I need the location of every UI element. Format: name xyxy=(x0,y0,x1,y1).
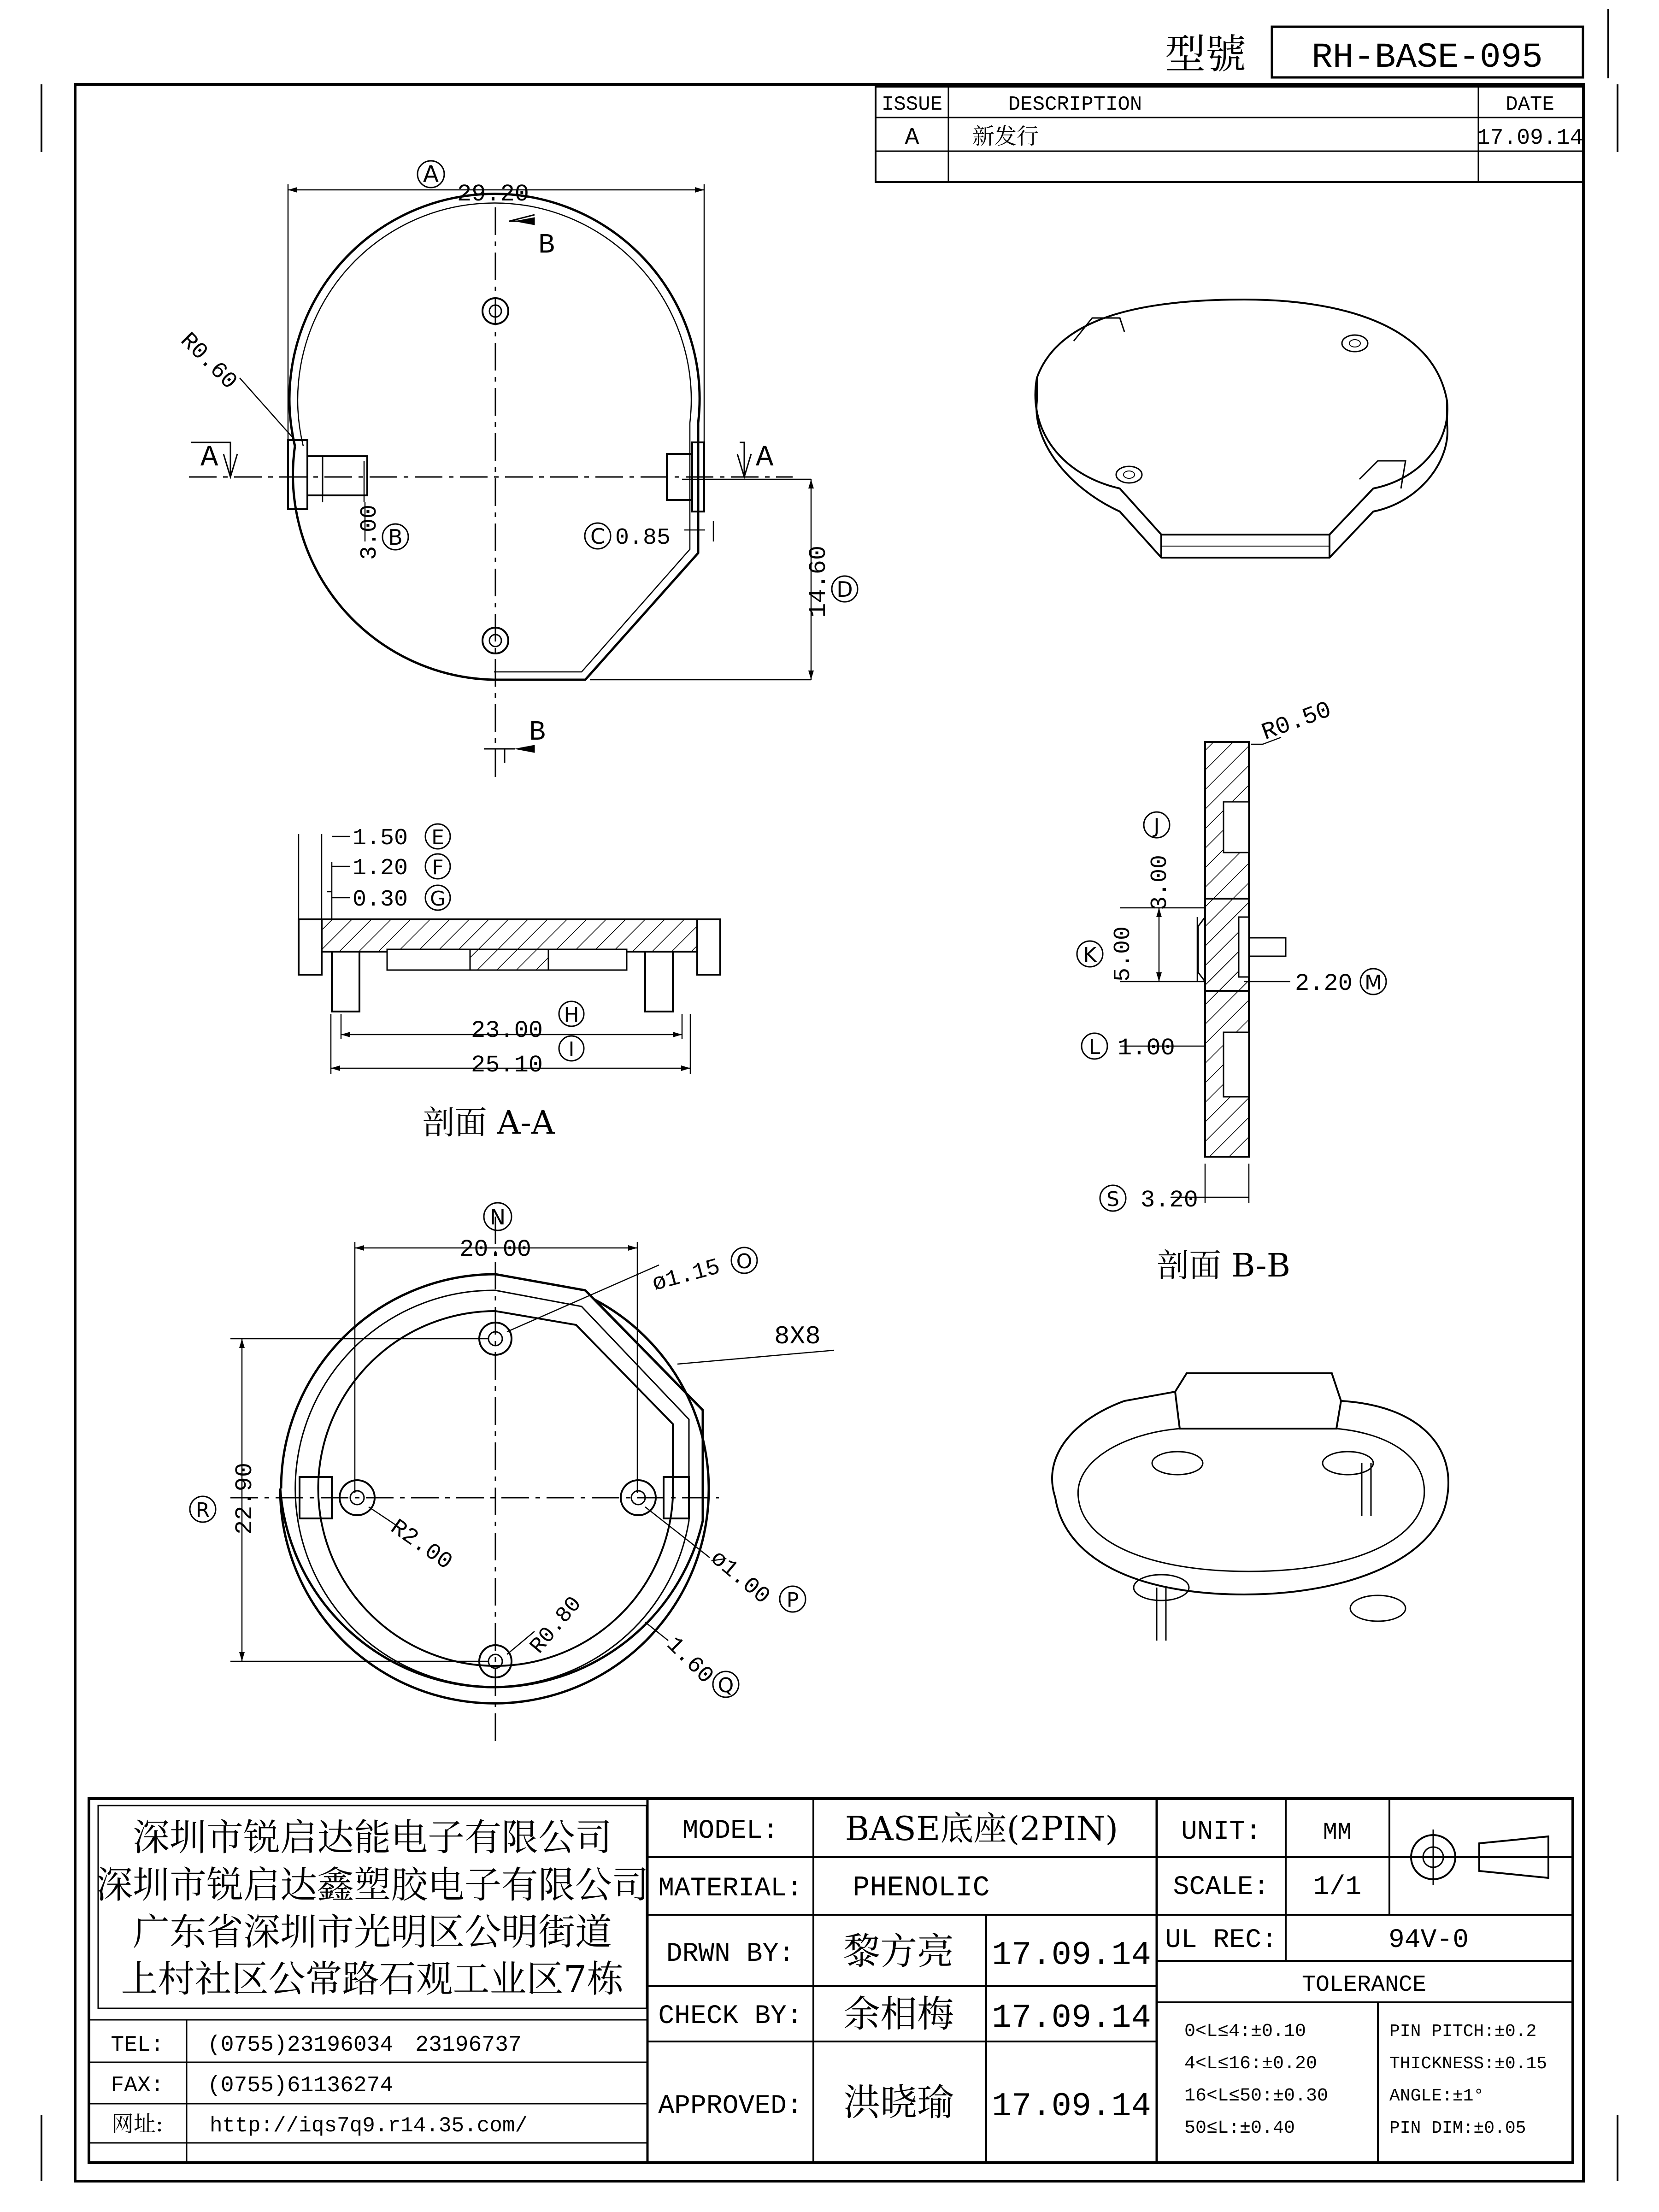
scale-label: SCALE: xyxy=(1173,1872,1270,1902)
tolerance-left-4: 50≤L:±0.40 xyxy=(1184,2118,1295,2139)
isometric-bottom-view xyxy=(1052,1373,1448,1641)
drawn-by-value: 黎方亮 xyxy=(843,1930,954,1973)
section-b-label-top: B xyxy=(538,230,555,261)
model-number-label: 型號 xyxy=(1165,30,1247,78)
dim-e-tag: E xyxy=(431,826,444,849)
material-label: MATERIAL: xyxy=(658,1874,803,1904)
tolerance-label: TOLERANCE xyxy=(1301,1972,1427,1998)
company-line-1: 深圳市锐启达能电子有限公司 xyxy=(133,1816,612,1859)
approved-label: APPROVED: xyxy=(658,2091,803,2121)
tolerance-right-1: PIN PITCH:±0.2 xyxy=(1389,2022,1537,2041)
dim-a-value: 29.20 xyxy=(457,181,529,208)
dim-k-value: 5.00 xyxy=(1110,926,1136,982)
tolerance-right-2: THICKNESS:±0.15 xyxy=(1389,2054,1547,2074)
dim-d-tag: D xyxy=(836,577,853,602)
tolerance-right-3: ANGLE:±1° xyxy=(1389,2086,1484,2106)
revision-date-value: 17.09.14 xyxy=(1477,126,1583,151)
revision-col-description: DESCRIPTION xyxy=(1008,93,1142,116)
drawn-by-label: DRWN BY: xyxy=(666,1939,795,1969)
fax-label: FAX: xyxy=(111,2073,164,2098)
section-aa-caption: 剖面 A-A xyxy=(422,1104,555,1141)
check-date: 17.09.14 xyxy=(992,1999,1151,2037)
dim-m-tag: M xyxy=(1365,971,1382,994)
dim-s-value: 3.20 xyxy=(1141,1187,1198,1214)
dim-g-value: 0.30 xyxy=(353,887,408,913)
ul-value: 94V-0 xyxy=(1388,1925,1469,1955)
unit-value: MM xyxy=(1323,1819,1352,1846)
dim-l-value: 1.00 xyxy=(1118,1035,1175,1062)
company-line-2: 深圳市锐启达鑫塑胶电子有限公司 xyxy=(96,1864,649,1906)
dim-i-value: 25.10 xyxy=(471,1052,543,1079)
radius-r060: R0.60 xyxy=(174,328,242,395)
dim-h-value: 23.00 xyxy=(471,1017,543,1044)
dim-b-tag: B xyxy=(388,525,403,550)
section-a-label-left: A xyxy=(200,441,218,475)
bottom-view xyxy=(230,1217,834,1742)
dim-r-tag: R xyxy=(195,1499,210,1522)
radius-r050: R0.50 xyxy=(1258,696,1335,747)
company-line-4: 上村社区公常路石观工业区7栋 xyxy=(121,1958,624,2000)
dim-n-value: 20.00 xyxy=(459,1236,532,1263)
ul-label: UL REC: xyxy=(1165,1925,1277,1955)
dim-f-tag: F xyxy=(432,856,444,879)
tolerance-left-1: 0<L≤4:±0.10 xyxy=(1184,2021,1306,2042)
hole-p-value: ø1.00 xyxy=(705,1545,775,1610)
check-by-label: CHECK BY: xyxy=(658,2001,803,2031)
dim-b-value: 3.00 xyxy=(357,504,383,560)
revision-description-value: 新发行 xyxy=(972,124,1039,149)
web-label: 网址: xyxy=(111,2111,164,2137)
dim-k-tag: K xyxy=(1083,943,1097,967)
hole-o-tag: O xyxy=(736,1250,753,1273)
approved-by-value: 洪晓瑜 xyxy=(843,2081,954,2124)
company-line-3: 广东省深圳市光明区公明街道 xyxy=(133,1911,612,1953)
dim-c-value: 0.85 xyxy=(615,525,671,551)
dim-m-value: 2.20 xyxy=(1295,970,1353,997)
tel-value: (0755)23196034 23196737 xyxy=(207,2033,522,2058)
dim-g-tag: G xyxy=(429,887,446,911)
dim-d-value: 14.60 xyxy=(805,545,832,618)
material-value: PHENOLIC xyxy=(853,1871,990,1904)
tolerance-left-2: 4<L≤16:±0.20 xyxy=(1184,2053,1318,2074)
hole-o-value: ø1.15 xyxy=(649,1254,724,1298)
approved-date: 17.09.14 xyxy=(992,2088,1151,2125)
radius-r080: R0.80 xyxy=(525,1592,588,1659)
revision-issue-value: A xyxy=(905,124,919,151)
web-value: http://iqs7q9.r14.35.com/ xyxy=(210,2114,528,2138)
model-number-header xyxy=(1165,27,1583,78)
dim-n-tag: N xyxy=(489,1205,506,1230)
dim-a-tag: A xyxy=(423,161,439,188)
dim-j-tag: J xyxy=(1153,814,1160,838)
model-label: MODEL: xyxy=(682,1816,779,1846)
drawn-date: 17.09.14 xyxy=(992,1936,1151,1974)
tolerance-left-3: 16<L≤50:±0.30 xyxy=(1184,2086,1329,2106)
revision-col-issue: ISSUE xyxy=(881,93,943,116)
scale-value: 1/1 xyxy=(1313,1872,1362,1902)
dim-i-tag: I xyxy=(568,1038,575,1061)
model-number-value: RH-BASE-095 xyxy=(1312,38,1543,77)
dim-r-value: 22.90 xyxy=(231,1462,259,1535)
section-b-label-bottom: B xyxy=(529,717,546,748)
dim-c-tag: C xyxy=(590,524,606,549)
dim-s-tag: S xyxy=(1106,1188,1119,1211)
dim-h-tag: H xyxy=(564,1003,579,1027)
tolerance-right-4: PIN DIM:±0.05 xyxy=(1389,2118,1526,2138)
section-bb-caption: 剖面 B-B xyxy=(1156,1247,1291,1284)
top-view xyxy=(189,184,811,779)
dim-q-tag: Q xyxy=(718,1674,734,1697)
unit-label: UNIT: xyxy=(1181,1817,1262,1847)
fax-value: (0755)61136274 xyxy=(207,2073,394,2098)
dim-q-value: 1.60 xyxy=(660,1632,718,1690)
isometric-top-view xyxy=(1035,300,1447,558)
revision-col-date: DATE xyxy=(1506,93,1554,116)
dim-f-value: 1.20 xyxy=(353,855,408,882)
chamfer-8x8: 8X8 xyxy=(774,1322,821,1351)
model-value: BASE底座(2PIN) xyxy=(845,1809,1118,1848)
radius-r200: R2.00 xyxy=(385,1514,457,1576)
section-bb-view xyxy=(1120,737,1290,1203)
tel-label: TEL: xyxy=(111,2033,164,2058)
section-a-label-right: A xyxy=(756,441,774,475)
dim-j-value: 3.00 xyxy=(1147,854,1173,910)
dim-l-tag: L xyxy=(1088,1035,1100,1059)
hole-p-tag: P xyxy=(786,1588,799,1612)
dim-e-value: 1.50 xyxy=(353,825,408,852)
check-by-value: 余相梅 xyxy=(843,1993,954,2036)
